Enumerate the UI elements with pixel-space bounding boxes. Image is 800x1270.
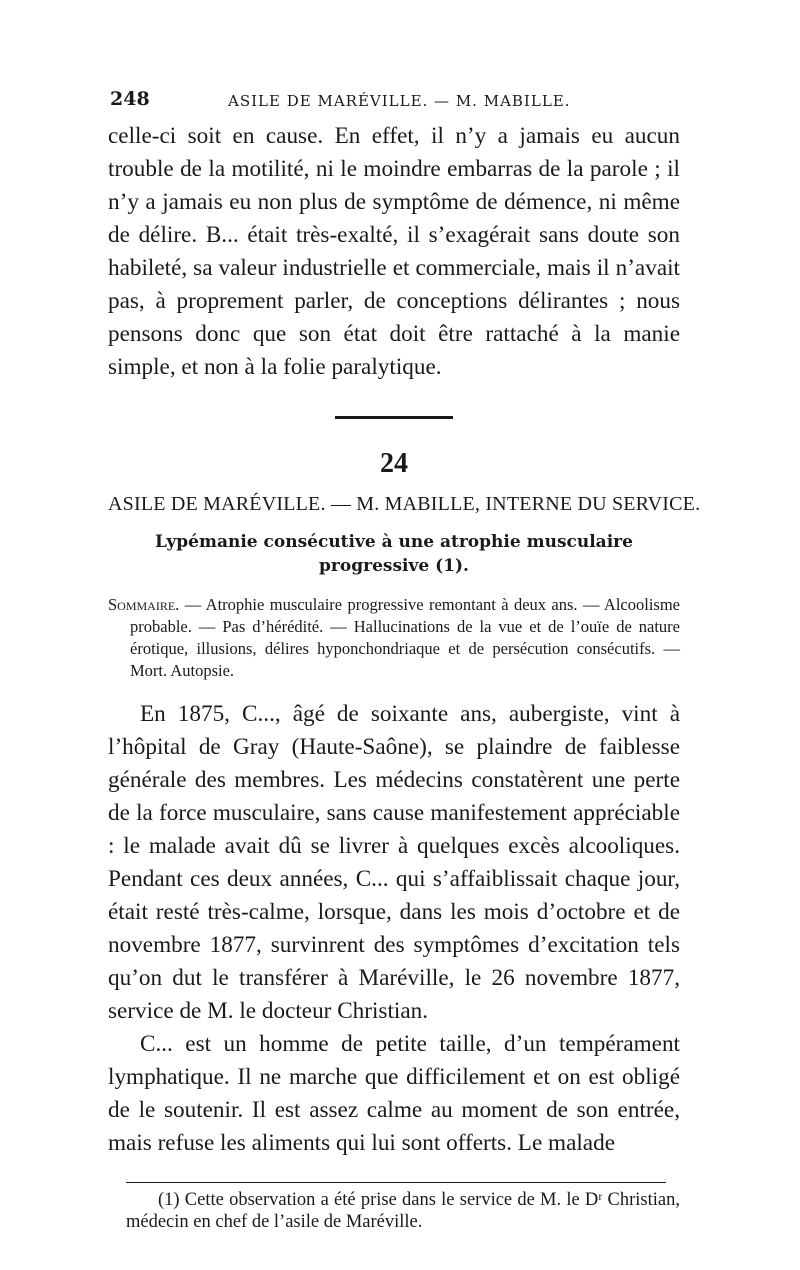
body-paragraph-1: En 1875, C..., âgé de soixante ans, aubergiste, vint à l’hôpital de Gray (Haute-Saône), se plaindre de faiblesse générale des membres. Les médecins constatèrent une perte de la force musculaire, sans cause manifestement appréciable : le malade avait dû se livrer à quelques excès alcooliques. Pendant ces deux années, C... qui s’affaiblissait chaque jour, était resté très-calme, lorsque, dans les mois d’octobre et de novembre 1877, survinrent des symptômes d’excitation tels qu’on dut le transférer à Maréville, le 26 novembre 1877, service de M. le docteur Christian. <box>108 701 680 1024</box>
continuation-text <box>108 120 680 384</box>
section-divider <box>335 416 453 419</box>
book-page <box>108 88 701 1233</box>
running-title: ASILE DE MARÉVILLE. — M. MABILLE. <box>228 92 571 110</box>
observation-number: 24 <box>380 448 408 479</box>
summary-label: Sommaire. <box>108 595 180 614</box>
observation-body <box>108 698 680 1160</box>
observation-header: ASILE DE MARÉVILLE. — M. MABILLE, INTERNE DU SERVICE. <box>108 493 701 515</box>
page-number: 248 <box>110 88 150 110</box>
running-header <box>108 88 680 112</box>
footnote: (1) Cette observation a été prise dans le service de M. le Dʳ Christian, médecin en chef de l’asile de Maréville. <box>126 1190 680 1232</box>
observation-title: Lypémanie consécutive à une atrophie musculaire progressive (1). <box>155 532 633 576</box>
summary-text: — Atrophie musculaire progressive remontant à deux ans. — Alcoolisme probable. — Pas d’hérédité. — Hallucinations de la vue et de l’ouïe de nature érotique, illusions, délires hyponchondriaque et de persécution consécutifs. — Mort. Autopsie. <box>130 595 680 680</box>
continuation-paragraph: celle-ci soit en cause. En effet, il n’y a jamais eu aucun trouble de la motilité, ni le moindre embarras de la parole ; il n’y a jamais eu non plus de symptôme de démence, ni même de délire. B... était très-exalté, il s’exagérait sans doute son habileté, sa valeur industrielle et commerciale, mais il n’avait pas, à proprement parler, de conceptions délirantes ; nous pensons donc que son état doit être rattaché à la manie simple, et non à la folie paralytique. <box>108 123 680 380</box>
footnote-divider <box>126 1182 666 1183</box>
body-paragraph-2: C... est un homme de petite taille, d’un tempérament lymphatique. Il ne marche que difficilement et on est obligé de le soutenir. Il est assez calme au moment de son entrée, mais refuse les aliments qui lui sont offerts. Le malade <box>108 1031 680 1156</box>
observation-summary <box>108 594 680 682</box>
